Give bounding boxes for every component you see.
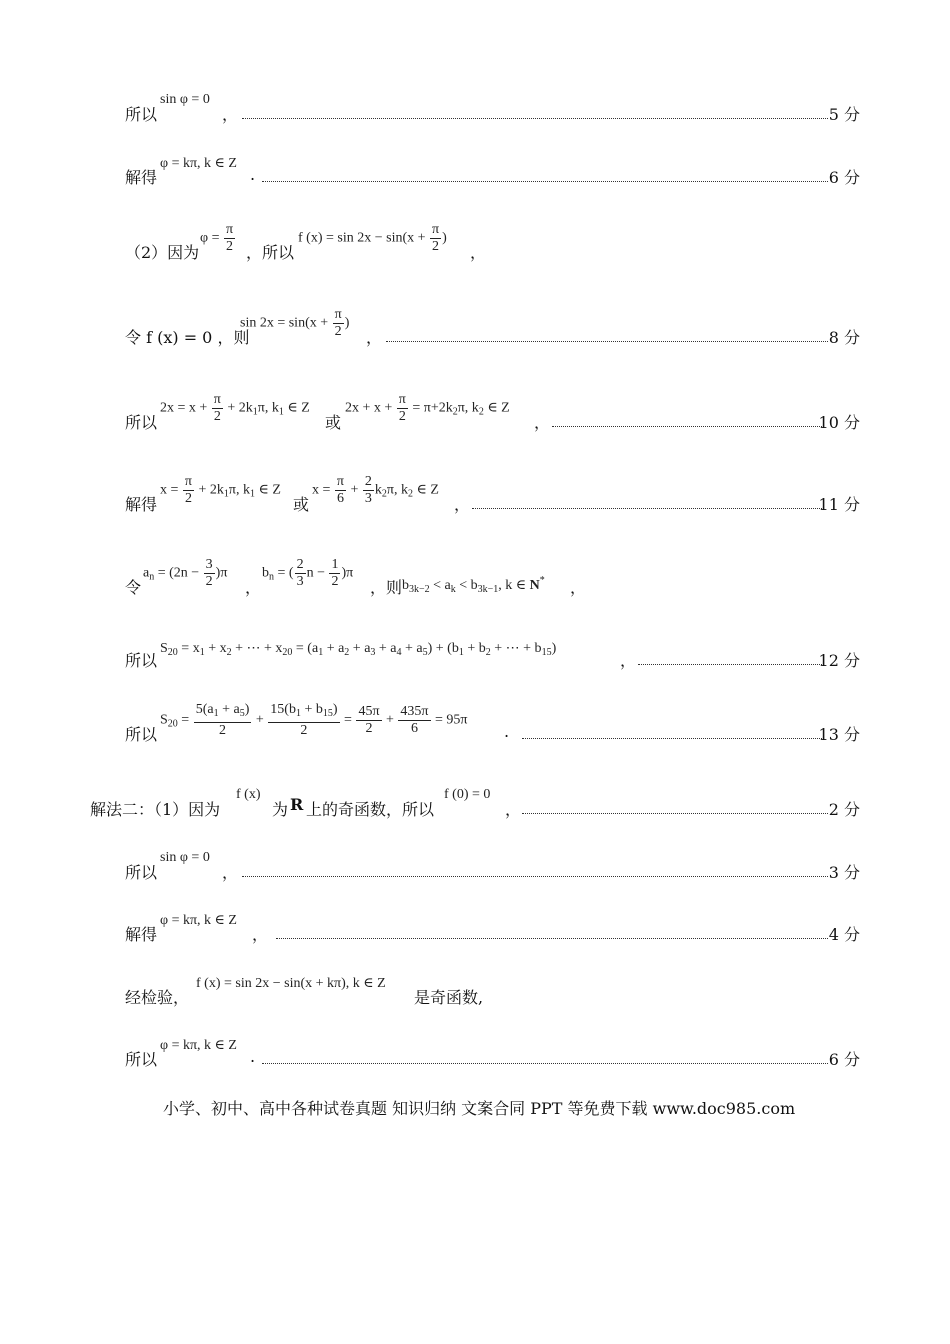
dot-leader — [386, 341, 828, 342]
math-formula: sin φ = 0 — [160, 850, 210, 865]
math-formula: sin φ = 0 — [160, 92, 210, 107]
line-lead: 解得 — [125, 925, 158, 944]
math-formula: sin 2x = sin(x + $\frac{\pi}{2}$ ) — [240, 307, 350, 339]
real-set-symbol: R — [290, 795, 304, 814]
line-lead: 解得 — [125, 495, 158, 514]
solution-line-12 — [0, 910, 950, 970]
line-lead: 所以 — [125, 1050, 158, 1069]
line-lead: 所以 — [125, 725, 158, 744]
math-formula: 2x + x + $\frac{\pi}{2}$ = $\pi+2k_2\pi$, $k_2$ ∈ Z — [345, 392, 510, 424]
math-formula: f (x) — [236, 787, 261, 802]
line-tail: . — [250, 1047, 256, 1066]
dot-leader — [262, 181, 828, 182]
score-label: 8 分 — [828, 328, 860, 347]
solution-line-2 — [0, 153, 950, 213]
footer-text: 小学、初中、高中各种试卷真题 知识归纳 文案合同 PPT 等免费下载 www.doc985.com — [163, 1099, 796, 1118]
math-formula: f (x) = sin 2x − sin(x + $\frac{\pi}{2}$ ) — [298, 222, 447, 254]
line-mid: ，所以 — [246, 243, 295, 262]
dot-leader — [242, 118, 828, 119]
line-lead: 所以 — [125, 413, 158, 432]
solution-line-7 — [0, 555, 950, 615]
line-tail: ， — [366, 328, 383, 347]
line-tail: ， — [454, 495, 471, 514]
solution-line-6 — [0, 472, 950, 532]
line-tail: ， — [222, 863, 239, 882]
line-tail: ， — [222, 105, 239, 124]
line-mid: ，则 — [370, 578, 403, 597]
solution-line-3 — [0, 220, 950, 280]
score-label: 11 分 — [818, 495, 860, 514]
math-formula: 2x = x + $\frac{\pi}{2}$ + $2k_1\pi$, $k_1$ ∈ Z — [160, 392, 310, 424]
score-label: 13 分 — [818, 725, 860, 744]
math-formula: φ = kπ, k ∈ Z — [160, 913, 237, 928]
solution-line-11 — [0, 848, 950, 908]
line-tail: . — [504, 722, 510, 741]
line-mid: 上的奇函数，所以 — [306, 800, 435, 819]
line-mid: 或 — [293, 495, 310, 514]
solution-line-5 — [0, 390, 950, 450]
line-tail: ， — [534, 413, 551, 432]
math-formula: x = $\frac{\pi}{2}$ + $2k_1\pi$, $k_1$ ∈ Z — [160, 474, 281, 506]
line-tail: ， — [470, 243, 487, 262]
score-label: 2 分 — [828, 800, 860, 819]
math-formula: $b_n$ = ( $\frac{2}{3}$ n − $\frac{1}{2}$ )π — [262, 557, 354, 589]
score-label: 6 分 — [828, 1050, 860, 1069]
dot-leader — [276, 938, 828, 939]
math-formula: $b_{3k-2} < a_k < b_{3k-1}$, k ∈ N* — [402, 575, 545, 595]
score-label: 6 分 — [828, 168, 860, 187]
dot-leader — [522, 738, 822, 739]
line-lead: 所以 — [125, 863, 158, 882]
dot-leader — [638, 664, 822, 665]
solution-line-10 — [0, 785, 950, 845]
score-label: 10 分 — [818, 413, 860, 432]
math-formula: φ = kπ, k ∈ Z — [160, 156, 237, 171]
score-label: 3 分 — [828, 863, 860, 882]
line-tail: 是奇函数, — [414, 988, 484, 1007]
solution-line-9 — [0, 700, 950, 760]
math-formula: x = $\frac{\pi}{6}$ + $\frac{2}{3}$ $k_2\pi$, $k_2$ ∈ Z — [312, 474, 439, 506]
line-tail: ， — [620, 651, 637, 670]
dot-leader — [472, 508, 822, 509]
line-mid: 或 — [325, 413, 342, 432]
solution-line-1 — [0, 90, 950, 150]
line-lead: 令 f (x) = 0 ，则 — [125, 328, 250, 347]
dot-leader — [522, 813, 828, 814]
line-lead: 令 — [125, 578, 142, 597]
line-mid: 为 — [272, 800, 289, 819]
math-formula: φ = kπ, k ∈ Z — [160, 1038, 237, 1053]
solution-line-4 — [0, 305, 950, 365]
line-lead: 解法二：（1）因为 — [90, 800, 221, 819]
score-label: 12 分 — [818, 651, 860, 670]
math-formula: $S_{20} = x_1 + x_2$ + ⋯ + $x_{20} = (a_1 + a_2 + a_3 + a_4 + a_5) + (b_1 + b_2$ + ⋯ + $b_{15}$) — [160, 641, 557, 658]
line-lead: （2）因为 — [125, 243, 200, 262]
solution-line-14 — [0, 1035, 950, 1095]
line-lead: 所以 — [125, 105, 158, 124]
math-formula: $S_{20}$ = $\frac{5(a_1 + a_5)}{2}$ + $\frac{15(b_1 + b_{15})}{2}$ = $\frac{45\pi}{2}$ + $\frac{435\pi}{6}$ = 95π — [160, 702, 468, 738]
score-label: 5 分 — [828, 105, 860, 124]
dot-leader — [552, 426, 822, 427]
dot-leader — [262, 1063, 828, 1064]
line-tail: ， — [505, 800, 522, 819]
line-tail: . — [250, 165, 256, 184]
math-formula: φ = $\frac{\pi}{2}$ — [200, 222, 234, 254]
score-label: 4 分 — [828, 925, 860, 944]
dot-leader — [242, 876, 828, 877]
line-lead: 经检验， — [125, 988, 190, 1007]
line-lead: 解得 — [125, 168, 158, 187]
math-formula: f (x) = sin 2x − sin(x + kπ), k ∈ Z — [196, 976, 386, 991]
line-tail: ， — [252, 925, 269, 944]
math-formula: $a_n = (2n$ − $\frac{3}{2}$ )π — [143, 557, 228, 589]
solution-line-13 — [0, 973, 950, 1033]
line-lead: 所以 — [125, 651, 158, 670]
line-tail: ， — [570, 578, 587, 597]
solution-line-8 — [0, 628, 950, 688]
math-formula: f (0) = 0 — [444, 787, 491, 802]
line-mid: ， — [245, 578, 262, 597]
